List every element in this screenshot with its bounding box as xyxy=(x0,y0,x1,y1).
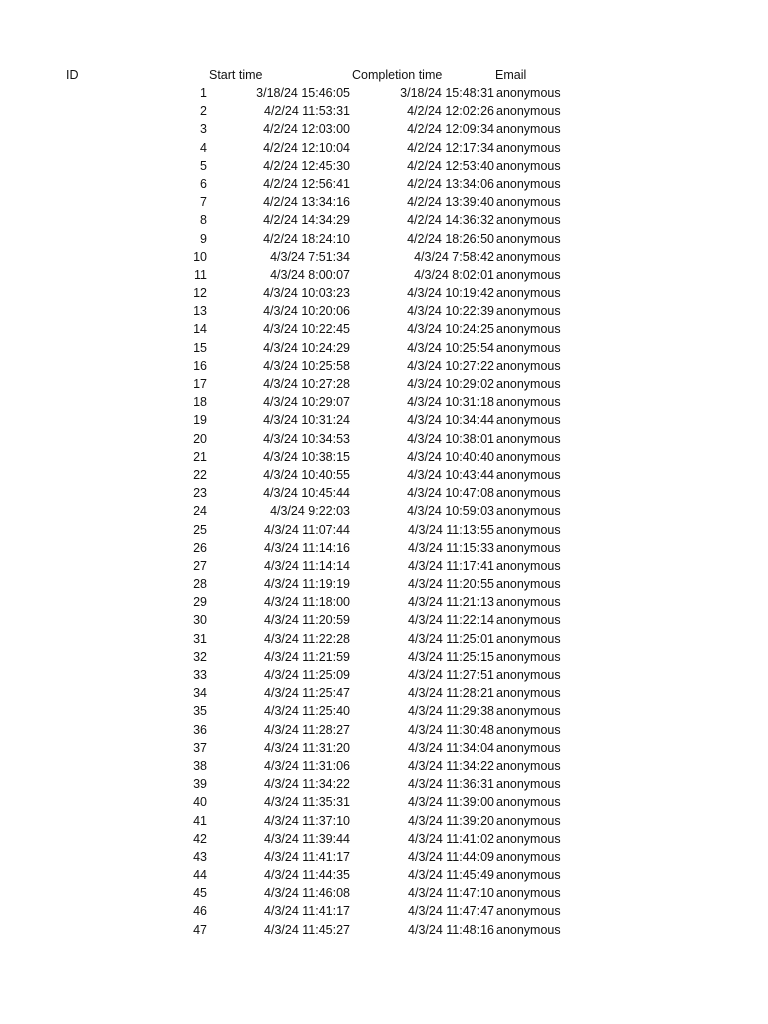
start-time-cell: 4/3/24 11:31:06 xyxy=(264,758,350,773)
id-cell: 20 xyxy=(193,431,207,446)
completion-time-cell: 4/3/24 10:47:08 xyxy=(407,486,494,501)
id-cell: 19 xyxy=(193,413,207,428)
id-cell: 39 xyxy=(193,777,207,792)
email-cell: anonymous xyxy=(496,540,561,555)
start-time-cell: 4/3/24 10:45:44 xyxy=(263,486,350,501)
email-cell: anonymous xyxy=(496,322,561,337)
table-row xyxy=(0,830,768,848)
id-cell: 41 xyxy=(193,813,207,828)
completion-time-cell: 4/3/24 10:27:22 xyxy=(407,358,494,373)
completion-time-cell: 4/3/24 10:40:40 xyxy=(407,449,494,464)
table-row xyxy=(0,921,768,939)
completion-time-cell: 4/2/24 12:53:40 xyxy=(407,158,494,173)
email-cell: anonymous xyxy=(496,413,561,428)
table-row xyxy=(0,302,768,320)
start-time-cell: 4/3/24 11:34:22 xyxy=(264,777,350,792)
completion-time-cell: 4/3/24 11:47:10 xyxy=(408,886,494,901)
id-cell: 3 xyxy=(200,122,207,137)
completion-time-cell: 4/3/24 11:48:16 xyxy=(408,922,494,937)
table-row xyxy=(0,739,768,757)
start-time-cell: 4/2/24 18:24:10 xyxy=(263,231,350,246)
table-row xyxy=(0,84,768,102)
email-cell: anonymous xyxy=(496,504,561,519)
id-cell: 13 xyxy=(193,304,207,319)
table-row xyxy=(0,557,768,575)
id-cell: 30 xyxy=(193,613,207,628)
table-row xyxy=(0,466,768,484)
email-cell: anonymous xyxy=(496,140,561,155)
table-row xyxy=(0,175,768,193)
completion-time-cell: 4/2/24 12:17:34 xyxy=(407,140,494,155)
id-cell: 23 xyxy=(193,486,207,501)
table-row xyxy=(0,430,768,448)
table-row xyxy=(0,248,768,266)
start-time-cell: 4/2/24 12:03:00 xyxy=(263,122,350,137)
column-header-completion-time: Completion time xyxy=(352,68,443,82)
email-cell: anonymous xyxy=(496,722,561,737)
start-time-cell: 4/3/24 10:31:24 xyxy=(263,413,350,428)
table-row xyxy=(0,139,768,157)
completion-time-cell: 4/3/24 11:39:00 xyxy=(408,795,494,810)
table-row xyxy=(0,593,768,611)
completion-time-cell: 4/3/24 11:36:31 xyxy=(408,777,494,792)
completion-time-cell: 4/3/24 11:13:55 xyxy=(408,522,494,537)
email-cell: anonymous xyxy=(496,195,561,210)
table-row xyxy=(0,611,768,629)
completion-time-cell: 4/3/24 10:24:25 xyxy=(407,322,494,337)
start-time-cell: 4/3/24 11:21:59 xyxy=(264,649,350,664)
completion-time-cell: 4/3/24 11:15:33 xyxy=(408,540,494,555)
email-cell: anonymous xyxy=(496,558,561,573)
email-cell: anonymous xyxy=(496,304,561,319)
table-row xyxy=(0,230,768,248)
id-cell: 12 xyxy=(193,286,207,301)
id-cell: 40 xyxy=(193,795,207,810)
table-row xyxy=(0,902,768,920)
table-row xyxy=(0,648,768,666)
start-time-cell: 4/3/24 11:25:09 xyxy=(264,668,350,682)
start-time-cell: 4/3/24 10:38:15 xyxy=(263,449,350,464)
table-row xyxy=(0,575,768,593)
start-time-cell: 4/3/24 10:29:07 xyxy=(263,395,350,410)
id-cell: 10 xyxy=(193,249,207,264)
completion-time-cell: 4/3/24 11:28:21 xyxy=(408,686,494,701)
completion-time-cell: 4/3/24 11:34:04 xyxy=(408,740,494,755)
completion-time-cell: 4/3/24 11:20:55 xyxy=(408,577,494,592)
start-time-cell: 4/3/24 11:44:35 xyxy=(264,868,350,883)
id-cell: 29 xyxy=(193,595,207,610)
id-cell: 22 xyxy=(193,467,207,482)
table-row xyxy=(0,320,768,338)
table-row xyxy=(0,157,768,175)
column-header-email: Email xyxy=(495,68,527,82)
id-cell: 33 xyxy=(193,668,207,682)
id-cell: 43 xyxy=(193,849,207,864)
start-time-cell: 4/3/24 11:22:28 xyxy=(264,631,350,646)
table-row xyxy=(0,721,768,739)
id-cell: 28 xyxy=(193,577,207,592)
start-time-cell: 4/2/24 12:45:30 xyxy=(263,158,350,173)
id-cell: 14 xyxy=(193,322,207,337)
id-cell: 16 xyxy=(193,358,207,373)
email-cell: anonymous xyxy=(496,522,561,537)
id-cell: 11 xyxy=(194,267,207,282)
email-cell: anonymous xyxy=(496,613,561,628)
email-cell: anonymous xyxy=(496,777,561,792)
start-time-cell: 4/3/24 11:37:10 xyxy=(264,813,350,828)
start-time-cell: 4/3/24 11:18:00 xyxy=(264,595,350,610)
start-time-cell: 4/3/24 11:41:17 xyxy=(264,849,350,864)
completion-time-cell: 4/3/24 11:30:48 xyxy=(408,722,494,737)
email-cell: anonymous xyxy=(496,395,561,410)
email-cell: anonymous xyxy=(496,849,561,864)
start-time-cell: 4/3/24 7:51:34 xyxy=(270,249,350,264)
start-time-cell: 4/3/24 9:22:03 xyxy=(270,504,350,519)
start-time-cell: 4/3/24 11:41:17 xyxy=(264,904,350,919)
completion-time-cell: 4/3/24 10:31:18 xyxy=(407,395,494,410)
email-cell: anonymous xyxy=(496,686,561,701)
completion-time-cell: 4/3/24 10:22:39 xyxy=(407,304,494,319)
email-cell: anonymous xyxy=(496,631,561,646)
start-time-cell: 4/3/24 11:46:08 xyxy=(264,886,350,901)
id-cell: 7 xyxy=(200,195,207,210)
id-cell: 1 xyxy=(200,86,207,100)
email-cell: anonymous xyxy=(496,86,561,100)
table-row xyxy=(0,193,768,211)
completion-time-cell: 4/3/24 10:34:44 xyxy=(407,413,494,428)
email-cell: anonymous xyxy=(496,831,561,846)
table-row xyxy=(0,266,768,284)
completion-time-cell: 4/3/24 11:22:14 xyxy=(408,613,494,628)
start-time-cell: 4/3/24 10:27:28 xyxy=(263,377,350,391)
table-row xyxy=(0,684,768,702)
start-time-cell: 4/3/24 11:19:19 xyxy=(264,577,350,592)
column-header-id: ID xyxy=(66,68,79,82)
email-cell: anonymous xyxy=(496,813,561,828)
email-cell: anonymous xyxy=(496,358,561,373)
table-row xyxy=(0,866,768,884)
start-time-cell: 4/3/24 11:25:40 xyxy=(264,704,350,719)
id-cell: 26 xyxy=(193,540,207,555)
start-time-cell: 4/3/24 11:14:16 xyxy=(264,540,350,555)
start-time-cell: 4/3/24 11:20:59 xyxy=(264,613,350,628)
id-cell: 46 xyxy=(193,904,207,919)
start-time-cell: 4/3/24 11:07:44 xyxy=(264,522,350,537)
completion-time-cell: 4/2/24 13:34:06 xyxy=(407,176,494,191)
table-row xyxy=(0,884,768,902)
email-cell: anonymous xyxy=(496,286,561,301)
completion-time-cell: 4/3/24 11:39:20 xyxy=(408,813,494,828)
completion-time-cell: 4/3/24 11:45:49 xyxy=(408,868,494,883)
start-time-cell: 4/3/24 11:45:27 xyxy=(264,922,350,937)
start-time-cell: 4/3/24 11:14:14 xyxy=(264,558,350,573)
email-cell: anonymous xyxy=(496,740,561,755)
table-row xyxy=(0,848,768,866)
email-cell: anonymous xyxy=(496,122,561,137)
email-cell: anonymous xyxy=(496,668,561,682)
start-time-cell: 4/3/24 10:25:58 xyxy=(263,358,350,373)
table-row xyxy=(0,411,768,429)
id-cell: 8 xyxy=(200,213,207,228)
table-row xyxy=(0,211,768,229)
completion-time-cell: 4/2/24 14:36:32 xyxy=(407,213,494,228)
email-cell: anonymous xyxy=(496,213,561,228)
completion-time-cell: 4/3/24 7:58:42 xyxy=(414,249,494,264)
id-cell: 5 xyxy=(200,158,207,173)
id-cell: 31 xyxy=(193,631,207,646)
email-cell: anonymous xyxy=(496,486,561,501)
email-cell: anonymous xyxy=(496,467,561,482)
start-time-cell: 4/3/24 11:35:31 xyxy=(264,795,350,810)
id-cell: 42 xyxy=(193,831,207,846)
start-time-cell: 4/3/24 11:25:47 xyxy=(264,686,350,701)
email-cell: anonymous xyxy=(496,577,561,592)
start-time-cell: 4/3/24 11:28:27 xyxy=(264,722,350,737)
table-row xyxy=(0,375,768,393)
id-cell: 9 xyxy=(200,231,207,246)
start-time-cell: 4/3/24 8:00:07 xyxy=(270,267,350,282)
email-cell: anonymous xyxy=(496,449,561,464)
id-cell: 47 xyxy=(193,922,207,937)
email-cell: anonymous xyxy=(496,922,561,937)
email-cell: anonymous xyxy=(496,886,561,901)
completion-time-cell: 4/3/24 11:25:01 xyxy=(408,631,494,646)
table-row xyxy=(0,502,768,520)
table-row xyxy=(0,702,768,720)
start-time-cell: 4/3/24 10:22:45 xyxy=(263,322,350,337)
completion-time-cell: 4/3/24 10:29:02 xyxy=(407,377,494,391)
start-time-cell: 4/3/24 10:03:23 xyxy=(263,286,350,301)
id-cell: 45 xyxy=(193,886,207,901)
start-time-cell: 4/3/24 11:39:44 xyxy=(264,831,350,846)
email-cell: anonymous xyxy=(496,795,561,810)
completion-time-cell: 4/2/24 12:09:34 xyxy=(407,122,494,137)
id-cell: 25 xyxy=(193,522,207,537)
completion-time-cell: 4/3/24 11:47:47 xyxy=(408,904,494,919)
id-cell: 32 xyxy=(193,649,207,664)
completion-time-cell: 4/3/24 11:17:41 xyxy=(408,558,494,573)
id-cell: 37 xyxy=(193,740,207,755)
id-cell: 27 xyxy=(193,558,207,573)
id-cell: 17 xyxy=(193,377,207,391)
start-time-cell: 4/2/24 12:56:41 xyxy=(263,176,350,191)
email-cell: anonymous xyxy=(496,249,561,264)
id-cell: 21 xyxy=(193,449,207,464)
completion-time-cell: 4/3/24 10:19:42 xyxy=(407,286,494,301)
email-cell: anonymous xyxy=(496,431,561,446)
start-time-cell: 4/3/24 10:20:06 xyxy=(263,304,350,319)
table-row xyxy=(0,812,768,830)
completion-time-cell: 4/3/24 11:21:13 xyxy=(408,595,494,610)
start-time-cell: 4/3/24 11:31:20 xyxy=(264,740,350,755)
start-time-cell: 4/3/24 10:24:29 xyxy=(263,340,350,355)
table-row xyxy=(0,339,768,357)
email-cell: anonymous xyxy=(496,704,561,719)
table-row xyxy=(0,757,768,775)
completion-time-cell: 4/3/24 11:34:22 xyxy=(408,758,494,773)
table-row xyxy=(0,521,768,539)
start-time-cell: 4/3/24 10:34:53 xyxy=(263,431,350,446)
table-row xyxy=(0,357,768,375)
completion-time-cell: 4/3/24 11:25:15 xyxy=(408,649,494,664)
table-row xyxy=(0,102,768,120)
completion-time-cell: 4/3/24 10:25:54 xyxy=(407,340,494,355)
id-cell: 38 xyxy=(193,758,207,773)
start-time-cell: 3/18/24 15:46:05 xyxy=(256,86,350,100)
email-cell: anonymous xyxy=(496,231,561,246)
table-row xyxy=(0,666,768,684)
email-cell: anonymous xyxy=(496,158,561,173)
table-row xyxy=(0,120,768,138)
table-row xyxy=(0,484,768,502)
completion-time-cell: 4/3/24 10:38:01 xyxy=(407,431,494,446)
id-cell: 44 xyxy=(193,868,207,883)
id-cell: 4 xyxy=(200,140,207,155)
completion-time-cell: 4/3/24 10:43:44 xyxy=(407,467,494,482)
completion-time-cell: 4/2/24 13:39:40 xyxy=(407,195,494,210)
email-cell: anonymous xyxy=(496,377,561,391)
email-cell: anonymous xyxy=(496,904,561,919)
email-cell: anonymous xyxy=(496,649,561,664)
completion-time-cell: 4/3/24 8:02:01 xyxy=(414,267,494,282)
email-cell: anonymous xyxy=(496,267,561,282)
column-header-start-time: Start time xyxy=(209,68,263,82)
completion-time-cell: 4/3/24 11:27:51 xyxy=(408,668,494,682)
email-cell: anonymous xyxy=(496,104,561,119)
table-body xyxy=(0,84,768,939)
id-cell: 6 xyxy=(200,176,207,191)
id-cell: 18 xyxy=(193,395,207,410)
id-cell: 15 xyxy=(193,340,207,355)
email-cell: anonymous xyxy=(496,868,561,883)
table-row xyxy=(0,539,768,557)
start-time-cell: 4/2/24 12:10:04 xyxy=(263,140,350,155)
email-cell: anonymous xyxy=(496,176,561,191)
completion-time-cell: 3/18/24 15:48:31 xyxy=(400,86,494,100)
table-row xyxy=(0,448,768,466)
start-time-cell: 4/3/24 10:40:55 xyxy=(263,467,350,482)
start-time-cell: 4/2/24 11:53:31 xyxy=(264,104,350,119)
start-time-cell: 4/2/24 14:34:29 xyxy=(263,213,350,228)
email-cell: anonymous xyxy=(496,595,561,610)
start-time-cell: 4/2/24 13:34:16 xyxy=(263,195,350,210)
completion-time-cell: 4/3/24 10:59:03 xyxy=(407,504,494,519)
table-row xyxy=(0,793,768,811)
id-cell: 34 xyxy=(193,686,207,701)
completion-time-cell: 4/3/24 11:41:02 xyxy=(408,831,494,846)
email-cell: anonymous xyxy=(496,340,561,355)
table-row xyxy=(0,393,768,411)
id-cell: 2 xyxy=(200,104,207,119)
id-cell: 36 xyxy=(193,722,207,737)
table-row xyxy=(0,630,768,648)
table-row xyxy=(0,775,768,793)
completion-time-cell: 4/2/24 18:26:50 xyxy=(407,231,494,246)
completion-time-cell: 4/2/24 12:02:26 xyxy=(407,104,494,119)
id-cell: 35 xyxy=(193,704,207,719)
email-cell: anonymous xyxy=(496,758,561,773)
completion-time-cell: 4/3/24 11:44:09 xyxy=(408,849,494,864)
id-cell: 24 xyxy=(193,504,207,519)
completion-time-cell: 4/3/24 11:29:38 xyxy=(408,704,494,719)
table-row xyxy=(0,284,768,302)
